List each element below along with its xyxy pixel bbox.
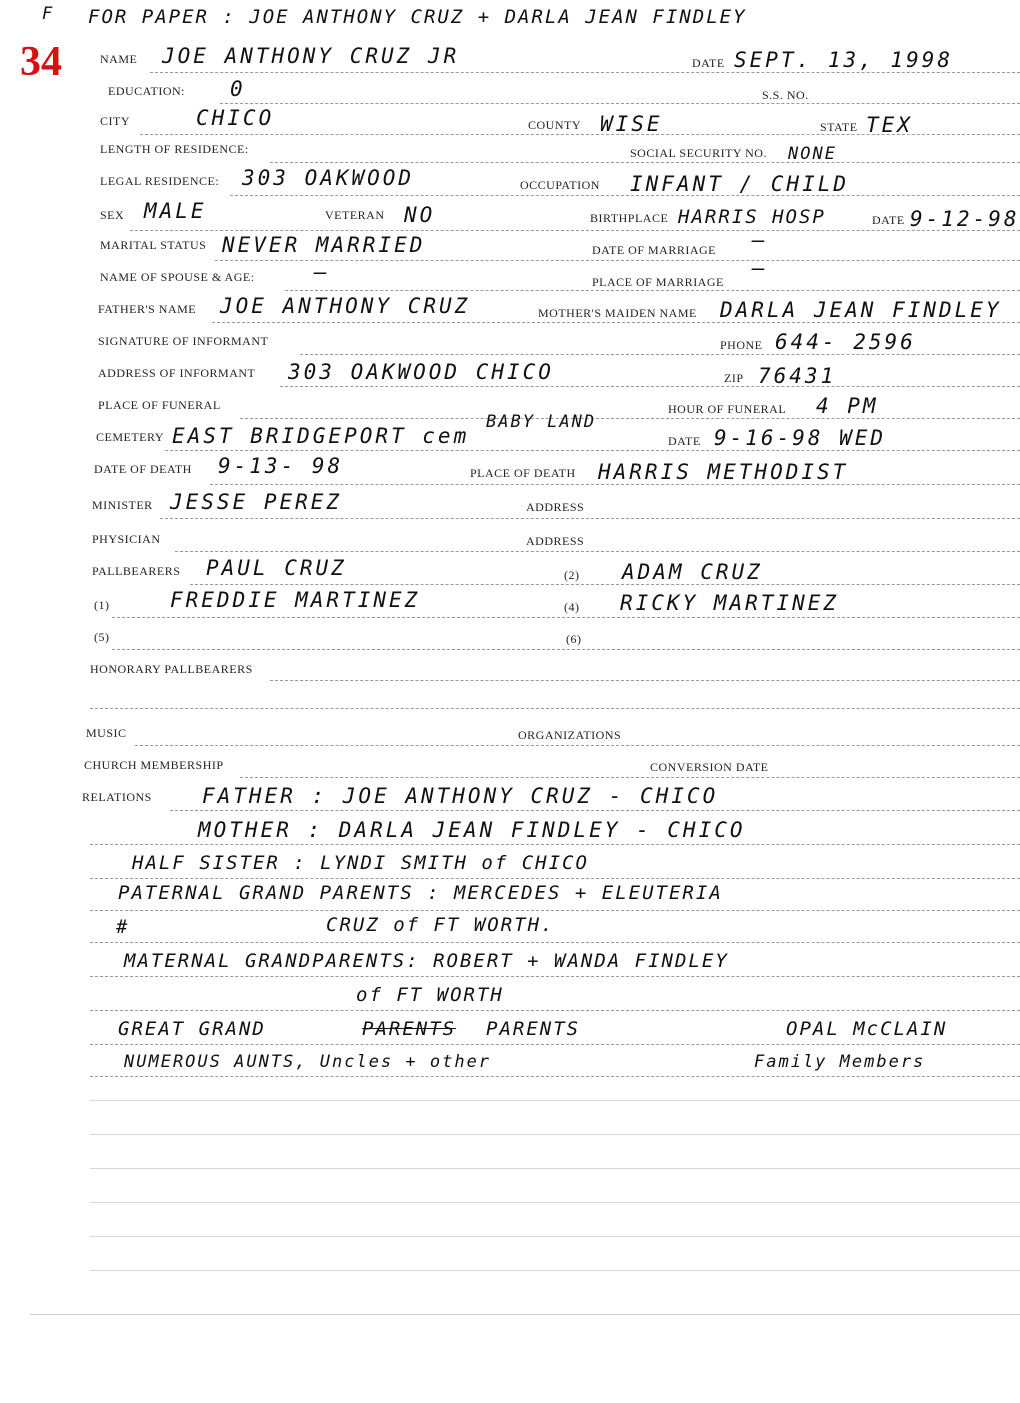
rule-pb-1 <box>190 584 1020 585</box>
sex-value: MALE <box>144 199 207 223</box>
rule-sex <box>130 230 1020 231</box>
blank-rule <box>90 1168 1020 1169</box>
phone-label: PHONE <box>720 338 763 352</box>
rule-relations-3 <box>90 878 1020 879</box>
page-number: 34 <box>20 39 62 85</box>
zip-value: 76431 <box>758 364 837 388</box>
rule-pb-3 <box>112 649 1020 650</box>
date-label: DATE <box>692 56 725 70</box>
place-of-funeral-label: PLACE OF FUNERAL <box>98 398 221 412</box>
rule-music <box>135 745 1020 746</box>
place-of-marriage-value: — <box>752 256 768 280</box>
rule-pb-2 <box>112 617 1020 618</box>
rule-signature <box>300 354 1020 355</box>
hour-of-funeral-value: 4 PM <box>816 394 879 418</box>
physician-label: PHYSICIAN <box>92 532 161 546</box>
pallbearer-5-number: (5) <box>94 630 110 644</box>
mothers-maiden-name-label: MOTHER'S MAIDEN NAME <box>538 306 697 320</box>
blank-rule <box>90 1236 1020 1237</box>
fathers-name-label: FATHER'S NAME <box>98 302 197 316</box>
date-of-marriage-value: — <box>752 228 768 252</box>
legal-residence-label: LEGAL RESIDENCE: <box>100 174 220 188</box>
rule-relations-8 <box>90 1044 1020 1045</box>
relations-struck-mark: # <box>116 916 130 938</box>
relations-numerous: NUMEROUS AUNTS, Uncles + other <box>124 1052 492 1072</box>
pallbearer-1: PAUL CRUZ <box>206 556 347 580</box>
rule-funeral <box>240 418 1020 419</box>
rule-relations-7 <box>90 1010 1020 1011</box>
minister-address-label: ADDRESS <box>526 500 585 514</box>
rule-name <box>150 72 1020 73</box>
legal-residence-value: 303 OAKWOOD <box>242 166 415 190</box>
rule-informant <box>280 386 1020 387</box>
occupation-value: INFANT / CHILD <box>630 172 850 196</box>
education-label: EDUCATION: <box>108 84 185 98</box>
pallbearers-label: PALLBEARERS <box>92 564 181 578</box>
relations-paternal-city: CRUZ of FT WORTH. <box>326 914 555 936</box>
birthplace-value: HARRIS HOSP <box>678 206 826 228</box>
relations-mother: MOTHER : DARLA JEAN FINDLEY - CHICO <box>198 818 746 842</box>
length-of-residence-label: LENGTH OF RESIDENCE: <box>100 142 249 156</box>
mothers-maiden-name-value: DARLA JEAN FINDLEY <box>720 298 1002 322</box>
church-membership-label: CHURCH MEMBERSHIP <box>84 758 224 772</box>
place-of-marriage-label: PLACE OF MARRIAGE <box>592 275 724 289</box>
rule-relations-4 <box>90 910 1020 911</box>
birth-date-value: 9-12-98 <box>910 207 1020 231</box>
marital-status-value: NEVER MARRIED <box>222 233 426 257</box>
address-of-informant-value: 303 OAKWOOD CHICO <box>288 360 554 384</box>
name-of-spouse-value: — <box>314 260 330 284</box>
relations-family-members: Family Members <box>754 1052 926 1072</box>
rule-church <box>240 777 1020 778</box>
rule-legal <box>230 195 1020 196</box>
rule-honorary-2 <box>90 708 1020 709</box>
social-security-label: SOCIAL SECURITY NO. <box>630 146 767 160</box>
rule-spouse <box>285 290 1020 291</box>
pallbearer-3: FREDDIE MARTINEZ <box>170 588 421 612</box>
relations-label: RELATIONS <box>82 790 152 804</box>
relations-great-grand: GREAT GRAND <box>118 1018 266 1040</box>
blank-rule <box>90 1134 1020 1135</box>
rule-death <box>210 484 1020 485</box>
date-of-death-value: 9-13- 98 <box>218 454 344 478</box>
pallbearer-4-number: (4) <box>564 600 580 614</box>
rule-physician <box>175 551 1020 552</box>
blank-rule <box>90 1100 1020 1101</box>
page-edge <box>30 1314 1020 1315</box>
relations-half-sister: HALF SISTER : LYNDI SMITH of CHICO <box>132 852 589 874</box>
rule-education <box>220 103 1020 104</box>
pallbearer-2-number: (2) <box>564 568 580 582</box>
occupation-label: OCCUPATION <box>520 178 600 192</box>
county-label: COUNTY <box>528 118 581 132</box>
veteran-value: NO <box>404 203 436 227</box>
cemetery-note: BABY LAND <box>486 412 597 432</box>
county-value: WISE <box>600 112 663 136</box>
minister-label: MINISTER <box>92 498 153 512</box>
pallbearer-6-number: (6) <box>566 632 582 646</box>
birth-date-label: DATE <box>872 213 905 227</box>
pallbearer-4: RICKY MARTINEZ <box>620 591 840 615</box>
relations-struck-word: PARENTS <box>362 1018 457 1040</box>
honorary-pallbearers-label: HONORARY PALLBEARERS <box>90 662 253 676</box>
ss-no-label: S.S. NO. <box>762 88 809 102</box>
state-label: STATE <box>820 120 858 134</box>
header-prefix: F <box>42 4 55 24</box>
rule-relations-1 <box>170 810 1020 811</box>
blank-rule <box>90 1270 1020 1271</box>
birthplace-label: BIRTHPLACE <box>590 211 669 225</box>
rule-relations-2 <box>90 844 1020 845</box>
date-value: SEPT. 13, 1998 <box>734 48 954 72</box>
sex-label: SEX <box>100 208 125 222</box>
header-line: FOR PAPER : JOE ANTHONY CRUZ + DARLA JEAN FINDLEY <box>88 6 747 28</box>
date-of-death-label: DATE OF DEATH <box>94 462 192 476</box>
zip-label: ZIP <box>724 371 744 385</box>
pallbearer-2: ADAM CRUZ <box>622 560 763 584</box>
relations-father: FATHER : JOE ANTHONY CRUZ - CHICO <box>202 784 719 808</box>
name-label: NAME <box>100 52 138 66</box>
city-value: CHICO <box>196 106 275 130</box>
rule-parents <box>212 322 1020 323</box>
rule-honorary <box>270 680 1020 681</box>
state-value: TEX <box>866 113 913 137</box>
cemetery-label: CEMETERY <box>96 430 165 444</box>
pallbearer-3-number: (1) <box>94 598 110 612</box>
rule-relations-5 <box>90 942 1020 943</box>
place-of-death-label: PLACE OF DEATH <box>470 466 576 480</box>
minister-value: JESSE PEREZ <box>170 490 343 514</box>
city-label: CITY <box>100 114 130 128</box>
cemetery-value: EAST BRIDGEPORT cem <box>172 424 470 448</box>
rule-relations-6 <box>90 976 1020 977</box>
marital-status-label: MARITAL STATUS <box>100 238 207 252</box>
name-value: JOE ANTHONY CRUZ JR <box>162 44 460 68</box>
social-security-value: NONE <box>788 144 837 164</box>
music-label: MUSIC <box>86 726 127 740</box>
organizations-label: ORGANIZATIONS <box>518 728 622 742</box>
date-of-marriage-label: DATE OF MARRIAGE <box>592 243 717 257</box>
hour-of-funeral-label: HOUR OF FUNERAL <box>668 402 787 416</box>
rule-cemetery <box>165 450 1020 451</box>
phone-value: 644- 2596 <box>775 330 916 354</box>
relations-maternal-grandparents: MATERNAL GRANDPARENTS: ROBERT + WANDA FINDLEY <box>124 950 729 972</box>
rule-residence <box>270 162 1020 163</box>
conversion-date-label: CONVERSION DATE <box>650 760 769 774</box>
address-of-informant-label: ADDRESS OF INFORMANT <box>98 366 256 380</box>
funeral-date-label: DATE <box>668 434 701 448</box>
relations-paternal-grandparents: PATERNAL GRAND PARENTS : MERCEDES + ELEUTERIA <box>118 882 723 904</box>
relations-great-grandparent-name: OPAL McCLAIN <box>786 1018 948 1040</box>
blank-rule <box>90 1202 1020 1203</box>
rule-marital <box>215 260 1020 261</box>
rule-relations-9 <box>90 1076 1020 1077</box>
education-value: 0 <box>230 77 246 101</box>
name-of-spouse-label: NAME OF SPOUSE & AGE: <box>100 270 255 284</box>
rule-city <box>140 134 1020 135</box>
relations-maternal-city: of FT WORTH <box>356 984 504 1006</box>
physician-address-label: ADDRESS <box>526 534 585 548</box>
relations-parents-word: PARENTS <box>486 1018 581 1040</box>
signature-of-informant-label: SIGNATURE OF INFORMANT <box>98 334 269 348</box>
place-of-death-value: HARRIS METHODIST <box>598 460 849 484</box>
rule-minister <box>160 518 1020 519</box>
funeral-date-value: 9-16-98 WED <box>714 426 887 450</box>
fathers-name-value: JOE ANTHONY CRUZ <box>220 294 471 318</box>
veteran-label: VETERAN <box>325 208 385 222</box>
